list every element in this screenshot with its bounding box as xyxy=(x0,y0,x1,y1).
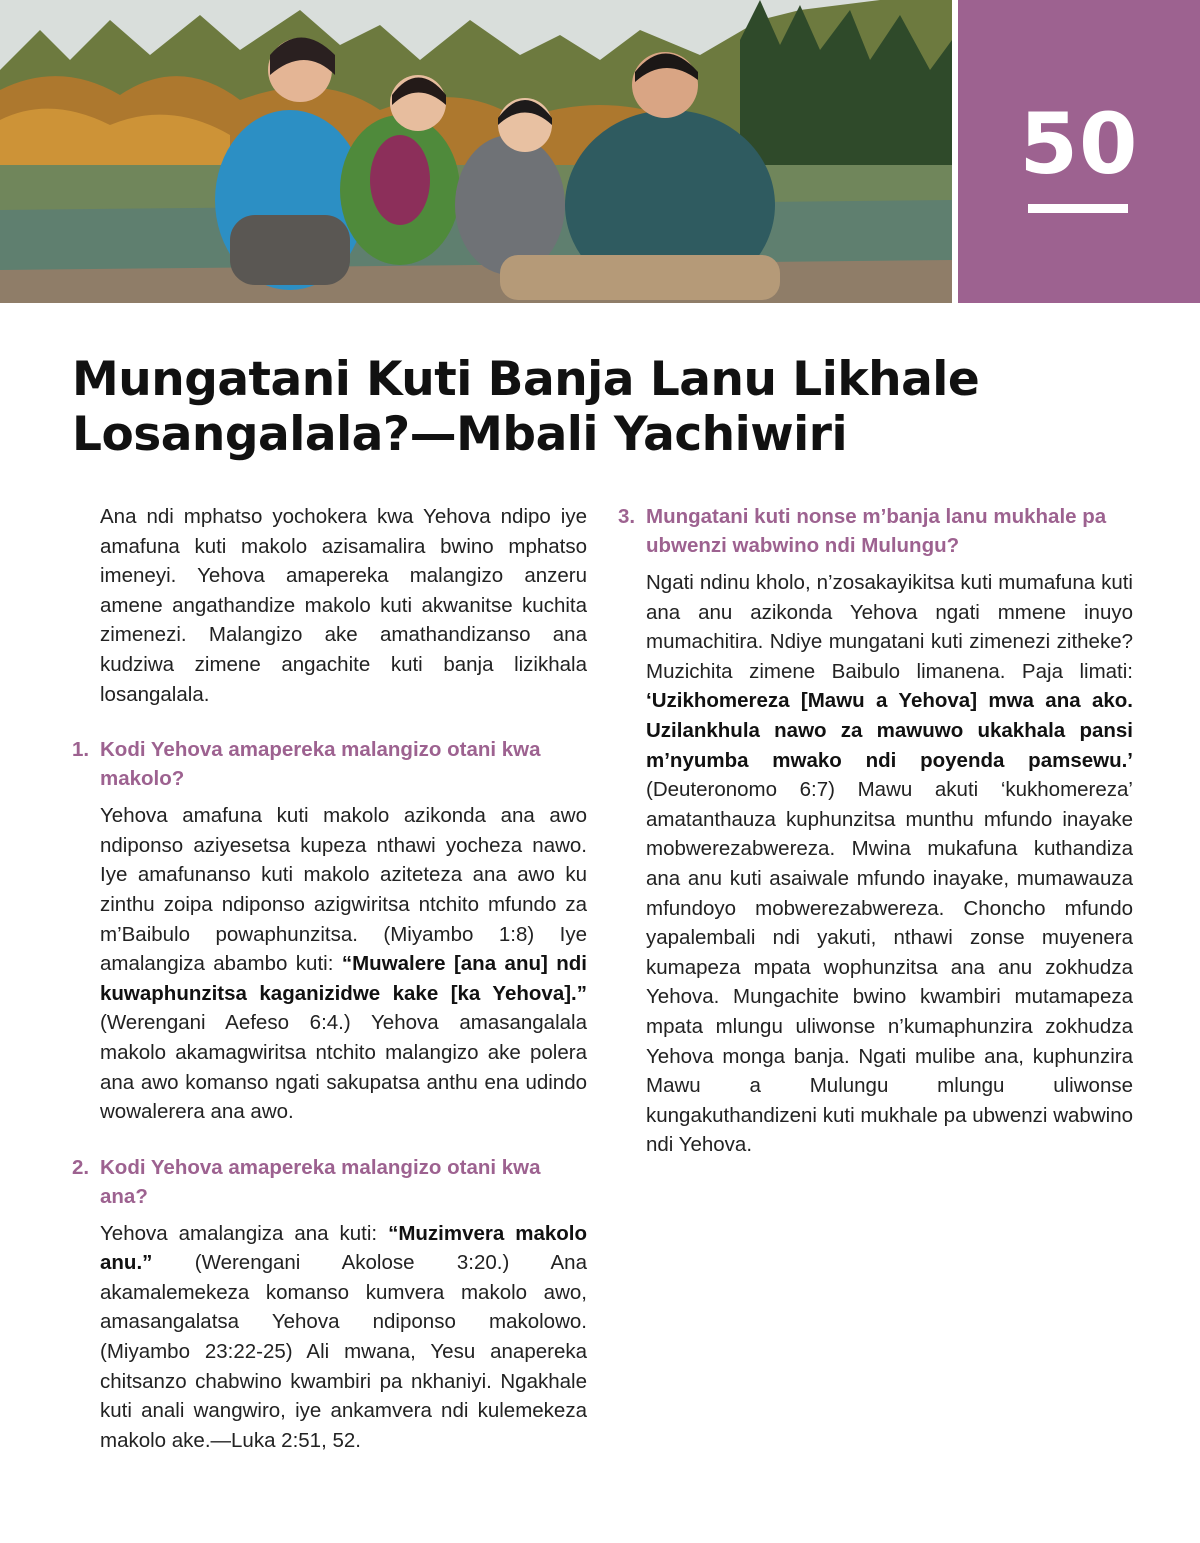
section-number: 1. xyxy=(72,738,90,762)
family-lakeside-illustration xyxy=(0,0,952,303)
section-body xyxy=(100,1219,587,1456)
section-question: Mungatani kuti nonse m’banja lanu mukhale pa ubwenzi wabwino ndi Mulungu? xyxy=(646,505,1107,557)
section-heading xyxy=(72,735,587,793)
chapter-badge xyxy=(958,0,1200,303)
body-text: (Werengani Akolose 3:20.) Ana akamalemekeza komanso kumvera makolo awo, amasangalatsa Yehova ndiponso makolowo. (Miyambo 23:22-25) Ali mwana, Yesu anapereka chitsanzo chabwino kwambiri pa nkhaniyi. Ngakhale kuti anali wangwiro, iye ankamvera ndi kulemekeza makolo ake.—Luka 2:51, 52. xyxy=(100,1251,587,1452)
chapter-number: 50 xyxy=(1019,95,1139,193)
intro-paragraph: Ana ndi mphatso yochokera kwa Yehova ndipo iye amafuna kuti makolo azisamalira bwino mphatso imeneyi. Yehova amapereka malangizo anzeru amene angathandize makolo kuti akwanitse kuchita zimenezi. Malangizo ake amathandizanso ana kudziwa zimene angachite kuti banja lizikhala losangalala. xyxy=(100,505,587,706)
left-column xyxy=(72,502,587,1455)
title-line-1: Mungatani Kuti Banja Lanu Likhale xyxy=(72,352,980,407)
right-column xyxy=(618,502,1133,1160)
section-question: Kodi Yehova amapereka malangizo otani kwa makolo? xyxy=(100,738,541,791)
section-heading xyxy=(72,1153,587,1211)
section-1 xyxy=(72,735,587,1127)
body-text: Yehova amafuna kuti makolo azikonda ana awo ndiponso aziyesetsa kupeza nthawi yocheza nawo. Iye amafunanso kuti makolo aziteteza ana awo ku zinthu zoipa ndiponso azigwiritsa ntchito mfundo za m’Baibulo powaphunzitsa. (Miyambo 1:8) Iye amalangiza abambo kuti: xyxy=(100,804,587,976)
section-number: 2. xyxy=(72,1155,90,1179)
body-text: (Deuteronomo 6:7) Mawu akuti ‘kukhomereza’ amatanthauza kuphunzitsa munthu mfundo inayake mobwerezabwereza. Mwina mukafuna kuthandiza ana anu kuti asaiwale mfundo inayake, mumawauza mfundoyo mobwerezabwereza. Choncho mfundo yapalembali ndi yakuti, nthawi zonse muyenera kumapeza mpata wophunzitsa ana anu zokhudza Yehova. Mungachite bwino kwambiri mutamapeza mpata mlungu uliwonse n’kumaphunzira zokhudza Yehova monga banja. Ngati mulibe ana, kuphunzira Mawu a Mulungu mlungu uliwonse kungakuthandizeni kuti mukhale pa ubwenzi wabwino ndi Yehova. xyxy=(646,778,1133,1157)
section-question: Kodi Yehova amapereka malangizo otani kwa ana? xyxy=(100,1155,541,1208)
header-photo xyxy=(0,0,952,303)
title-line-2: Losangalala?—Mbali Yachiwiri xyxy=(72,407,848,462)
section-3 xyxy=(618,502,1133,1160)
page-title xyxy=(72,352,1132,462)
bold-quote: ‘Uzikhomereza [Mawu a Yehova] mwa ana ako. Uzilankhula nawo za mawuwo ukakhala pansi m’nyumba mwako ndi poyenda pamsewu.’ xyxy=(646,689,1133,772)
body-text: Ngati ndinu kholo, n’zosakayikitsa kuti mumafuna kuti ana anu azikonda Yehova ngati mmene inuyo mumachitira. Ndiye mungatani kuti zimenezi zitheke? Muzichita zimene Baibulo limanena. Paja limati: xyxy=(646,571,1133,683)
section-heading xyxy=(618,502,1133,560)
bold-quote: “Muwalere [ana anu] ndi kuwaphunzitsa kaganizidwe kake [ka Yehova].” xyxy=(100,952,587,1005)
section-body xyxy=(100,801,587,1127)
section-2 xyxy=(72,1153,587,1456)
chapter-underline xyxy=(1028,204,1128,213)
section-body xyxy=(646,568,1133,1160)
bold-quote: “Muzimvera makolo anu.” xyxy=(100,1221,587,1275)
body-text: Yehova amalangiza ana kuti: xyxy=(100,1221,389,1245)
section-number: 3. xyxy=(618,505,636,528)
body-text: (Werengani Aefeso 6:4.) Yehova amasangalala makolo akamagwiritsa ntchito malangizo ake polera ana awo komanso ngati sakupatsa anthu ena udindo wowalerera ana awo. xyxy=(100,1011,587,1124)
